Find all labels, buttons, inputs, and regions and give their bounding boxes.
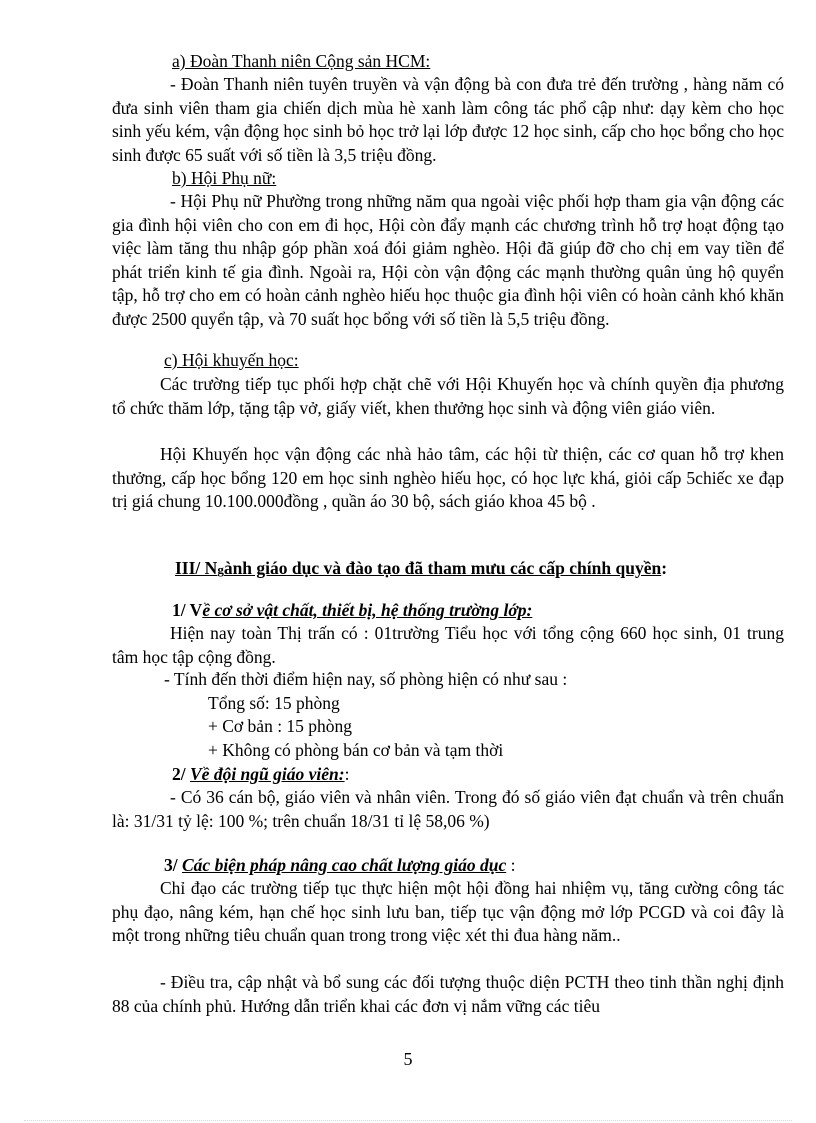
subsection-2-heading: 2/ Về đội ngũ giáo viên:: [172, 764, 350, 784]
subsection-3-paragraph-2: - Điều tra, cập nhật và bổ sung các đối tượng thuộc diện PCTH theo tinh thần nghị định 88 của chính phủ. Hướng dẫn triển khai các đơn vị nắm vững các tiêu [112, 972, 784, 1016]
section-b-heading: b) Hội Phụ nữ: [172, 168, 277, 188]
section-iii-heading-text: III/ Ngành giáo dục và đào tạo đã tham mưu các cấp chính quyền [175, 558, 662, 578]
room-total: Tổng số: 15 phòng [208, 693, 340, 713]
page-bottom-border [24, 1120, 792, 1121]
subsection-1-paragraph: Hiện nay toàn Thị trấn có : 01trường Tiểu học với tổng cộng 660 học sinh, 01 trung tâm học tập cộng đồng. [112, 623, 784, 667]
section-a-heading: a) Đoàn Thanh niên Cộng sản HCM: [172, 51, 431, 71]
subsection-3-heading: 3/ Các biện pháp nâng cao chất lượng giáo dục : [164, 855, 516, 875]
subsection-2-paragraph: - Có 36 cán bộ, giáo viên và nhân viên. Trong đó số giáo viên đạt chuẩn và trên chuẩn là: 31/31 tỷ lệ: 100 %; trên chuẩn 18/31 tỉ lệ 58,06 %) [112, 787, 784, 831]
section-b-paragraph: - Hội Phụ nữ Phường trong những năm qua ngoài việc phối hợp tham gia vận động các gia đình hội viên cho con em đi học, Hội còn đẩy mạnh các chương trình hỗ trợ hoạt động tạo việc làm tăng thu nhập góp phần xoá đói giảm nghèo. Hội đã giúp đỡ cho chị em vay tiền để phát triển kinh tế gia đình. Ngoài ra, Hội còn vận động các mạnh thường quân ủng hộ quyển tập, hỗ trợ cho em có hoàn cảnh nghèo hiếu học thuộc gia đình hội viên có hoàn cảnh khó khăn được 2500 quyển tập, và 70 suất học bổng với số tiền là 5,5 triệu đồng. [112, 191, 784, 329]
subsection-1-heading: 1/ Về cơ sở vật chất, thiết bị, hệ thống trường lớp: [172, 600, 533, 620]
subsection-3-paragraph-1: Chỉ đạo các trường tiếp tục thực hiện một hội đồng hai nhiệm vụ, tăng cường công tác phụ đạo, nâng kém, hạn chế học sinh lưu ban, tiếp tục vận động mở lớp PCGD và coi đây là một trong những tiêu chuẩn quan trong trong việc xét thi đua hàng năm.. [112, 878, 784, 945]
section-a-paragraph: - Đoàn Thanh niên tuyên truyền và vận động bà con đưa trẻ đến trường , hàng năm có đưa sinh viên tham gia chiến dịch mùa hè xanh làm công tác phổ cập như: dạy kèm cho học sinh yếu kém, vận động học sinh bỏ học trở lại lớp được 12 học sinh, cấp cho học bổng cho học sinh được 65 suất với số tiền là 3,5 triệu đồng. [112, 74, 784, 165]
room-basic: + Cơ bản : 15 phòng [208, 716, 353, 736]
room-temporary: + Không có phòng bán cơ bản và tạm thời [208, 740, 504, 760]
section-iii-heading: III/ Ngành giáo dục và đào tạo đã tham mưu các cấp chính quyền: [175, 558, 668, 578]
page-number: 5 [403, 1049, 413, 1069]
section-c-heading: c) Hội khuyến học: [164, 350, 299, 370]
section-c-paragraph-2: Hội Khuyến học vận động các nhà hảo tâm, các hội từ thiện, các cơ quan hỗ trợ khen thưởng, cấp học bổng 120 em học sinh nghèo hiếu học, có học lực khá, giỏi cấp 5chiếc xe đạp trị giá chung 10.100.000đồng , quần áo 30 bộ, sách giáo khoa 45 bộ . [112, 444, 784, 511]
section-c-paragraph-1: Các trường tiếp tục phối hợp chặt chẽ với Hội Khuyến học và chính quyền địa phương tổ chức thăm lớp, tặng tập vở, giấy viết, khen thưởng học sinh và động viên giáo viên. [112, 374, 784, 418]
room-count-intro: - Tính đến thời điểm hiện nay, số phòng hiện có như sau : [164, 669, 568, 689]
